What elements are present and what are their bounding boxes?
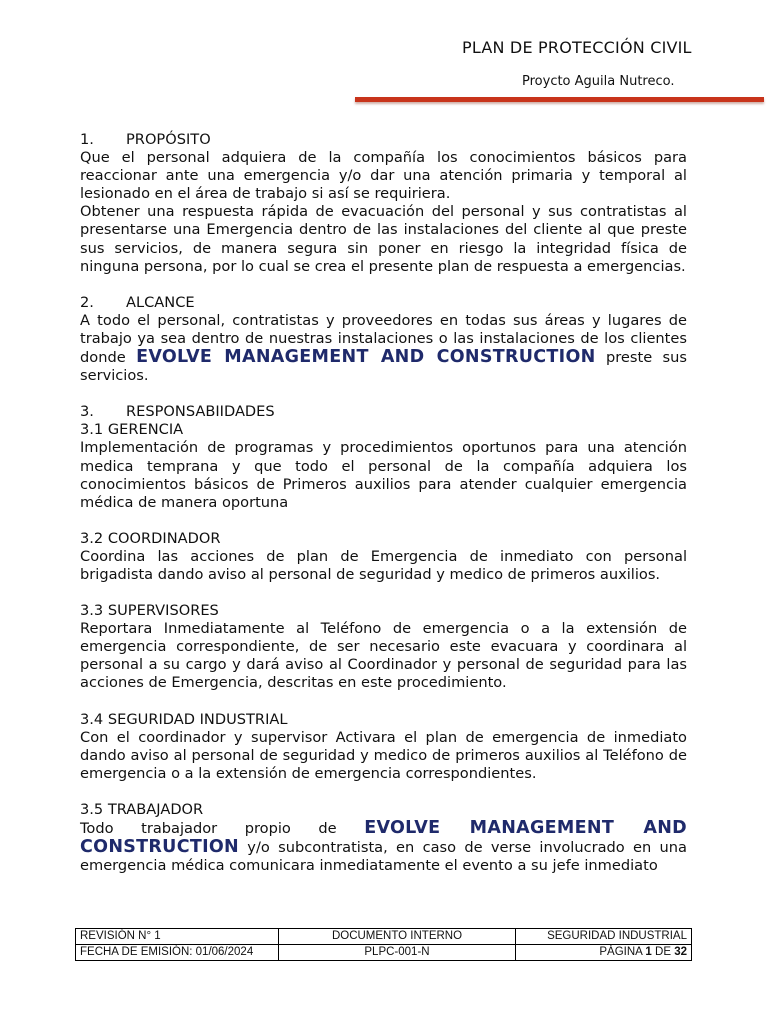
subsection-gerencia-text: Implementación de programas y procedimientos oportunos para una atención medica temprana y que todo el personal de la compañía adquiera los conocimientos básicos de Primeros auxilios para atender cualquier emergencia médica de manera oportuna <box>80 439 687 511</box>
section-1-paragraph-2: Obtener una respuesta rápida de evacuación del personal y sus contratistas al presentarse una Emergencia dentro de las instalaciones del cliente al que preste sus servicios, de manera segura sin poner en riesgo la integridad física de ninguna persona, por lo cual se crea el presente plan de respuesta a emergencias. <box>80 203 687 275</box>
company-name-trabajador-1: EVOLVE MANAGEMENT AND <box>364 818 687 838</box>
document-footer-table <box>75 928 692 961</box>
section-3-heading <box>80 403 687 421</box>
trabajador-text-before: Todo trabajador propio de <box>80 820 365 837</box>
subsection-coordinador-text: Coordina las acciones de plan de Emergencia de inmediato con personal brigadista dando aviso al personal de seguridad y medico de primeros auxilios. <box>80 547 687 583</box>
section-2-heading <box>80 294 687 312</box>
company-name-trabajador-2: CONSTRUCTION <box>80 837 240 858</box>
footer-row-2 <box>76 945 692 961</box>
section-2-text-after: preste sus servicios. <box>80 349 687 385</box>
subsection-seguridad-title: 3.4 SEGURIDAD INDUSTRIAL <box>80 710 288 728</box>
company-name: EVOLVE MANAGEMENT AND CONSTRUCTION <box>136 347 596 368</box>
section-1-title: PROPÓSITO <box>126 131 211 148</box>
subsection-gerencia-title: 3.1 GERENCIA <box>80 421 184 439</box>
footer-page-number <box>516 945 692 961</box>
footer-document-type: DOCUMENTO INTERNO <box>278 929 515 945</box>
of-label: DE <box>655 946 671 958</box>
trabajador-text-after: y/o subcontratista, en caso de verse involucrado en una emergencia médica comunicara inmediatamente el evento a su jefe inmediato <box>80 839 687 875</box>
section-2-title: ALCANCE <box>126 293 195 311</box>
footer-row-1 <box>76 929 692 945</box>
project-subtitle: Proycto Aguila Nutreco. <box>522 74 675 89</box>
section-2-number: 2. <box>80 293 94 311</box>
subsection-seguridad-text: Con el coordinador y supervisor Activara el plan de emergencia de inmediato dando aviso al personal de seguridad y medico de primeros auxilios al Teléfono de emergencia o a la extensión de emergencia correspondientes. <box>80 728 687 782</box>
section-1-paragraph-1: Que el personal adquiera de la compañía los conocimientos básicos para reaccionar ante una emergencia y/o dar una atención primaria y temporal al lesionado en el área de trabajo si así se requiriera. <box>80 149 687 203</box>
footer-issue-date: FECHA DE EMISIÓN: 01/06/2024 <box>76 945 279 961</box>
subsection-trabajador-line-1 <box>80 819 687 838</box>
section-1-number: 1. <box>80 131 94 148</box>
page-label: PÁGINA <box>599 946 643 958</box>
section-2-text-before: A todo el personal, contratistas y proveedores en todas sus áreas y lugares de trabajo ya sea dentro de nuestras instalaciones o las instalaciones de los clientes donde <box>80 311 687 367</box>
subsection-trabajador-title: 3.5 TRABAJADOR <box>80 800 204 818</box>
total-pages: 32 <box>674 946 687 958</box>
subsection-trabajador-text <box>80 838 687 875</box>
footer-area: SEGURIDAD INDUSTRIAL <box>516 929 692 945</box>
footer-document-code: PLPC-001-N <box>278 945 515 961</box>
subsection-coordinador-title: 3.2 COORDINADOR <box>80 529 221 547</box>
header-accent-bar <box>355 97 764 102</box>
footer-revision: REVISIÓN N° 1 <box>76 929 279 945</box>
subsection-supervisores-title: 3.3 SUPERVISORES <box>80 602 219 620</box>
subsection-supervisores-text: Reportara Inmediatamente al Teléfono de emergencia o a la extensión de emergencia correspondiente, de ser necesario este evacuara y coordinara al personal a su cargo y dará aviso al Coordinador y personal de seguridad para las acciones de Emergencia, descritas en este procedimiento. <box>80 620 687 692</box>
document-body <box>80 131 687 875</box>
document-title: PLAN DE PROTECCIÓN CIVIL <box>462 38 692 57</box>
section-1-heading <box>80 131 687 149</box>
section-3-number: 3. <box>80 403 94 421</box>
current-page: 1 <box>645 946 652 958</box>
section-3-title: RESPONSABIIDADES <box>126 403 275 421</box>
section-2-paragraph <box>80 312 687 385</box>
